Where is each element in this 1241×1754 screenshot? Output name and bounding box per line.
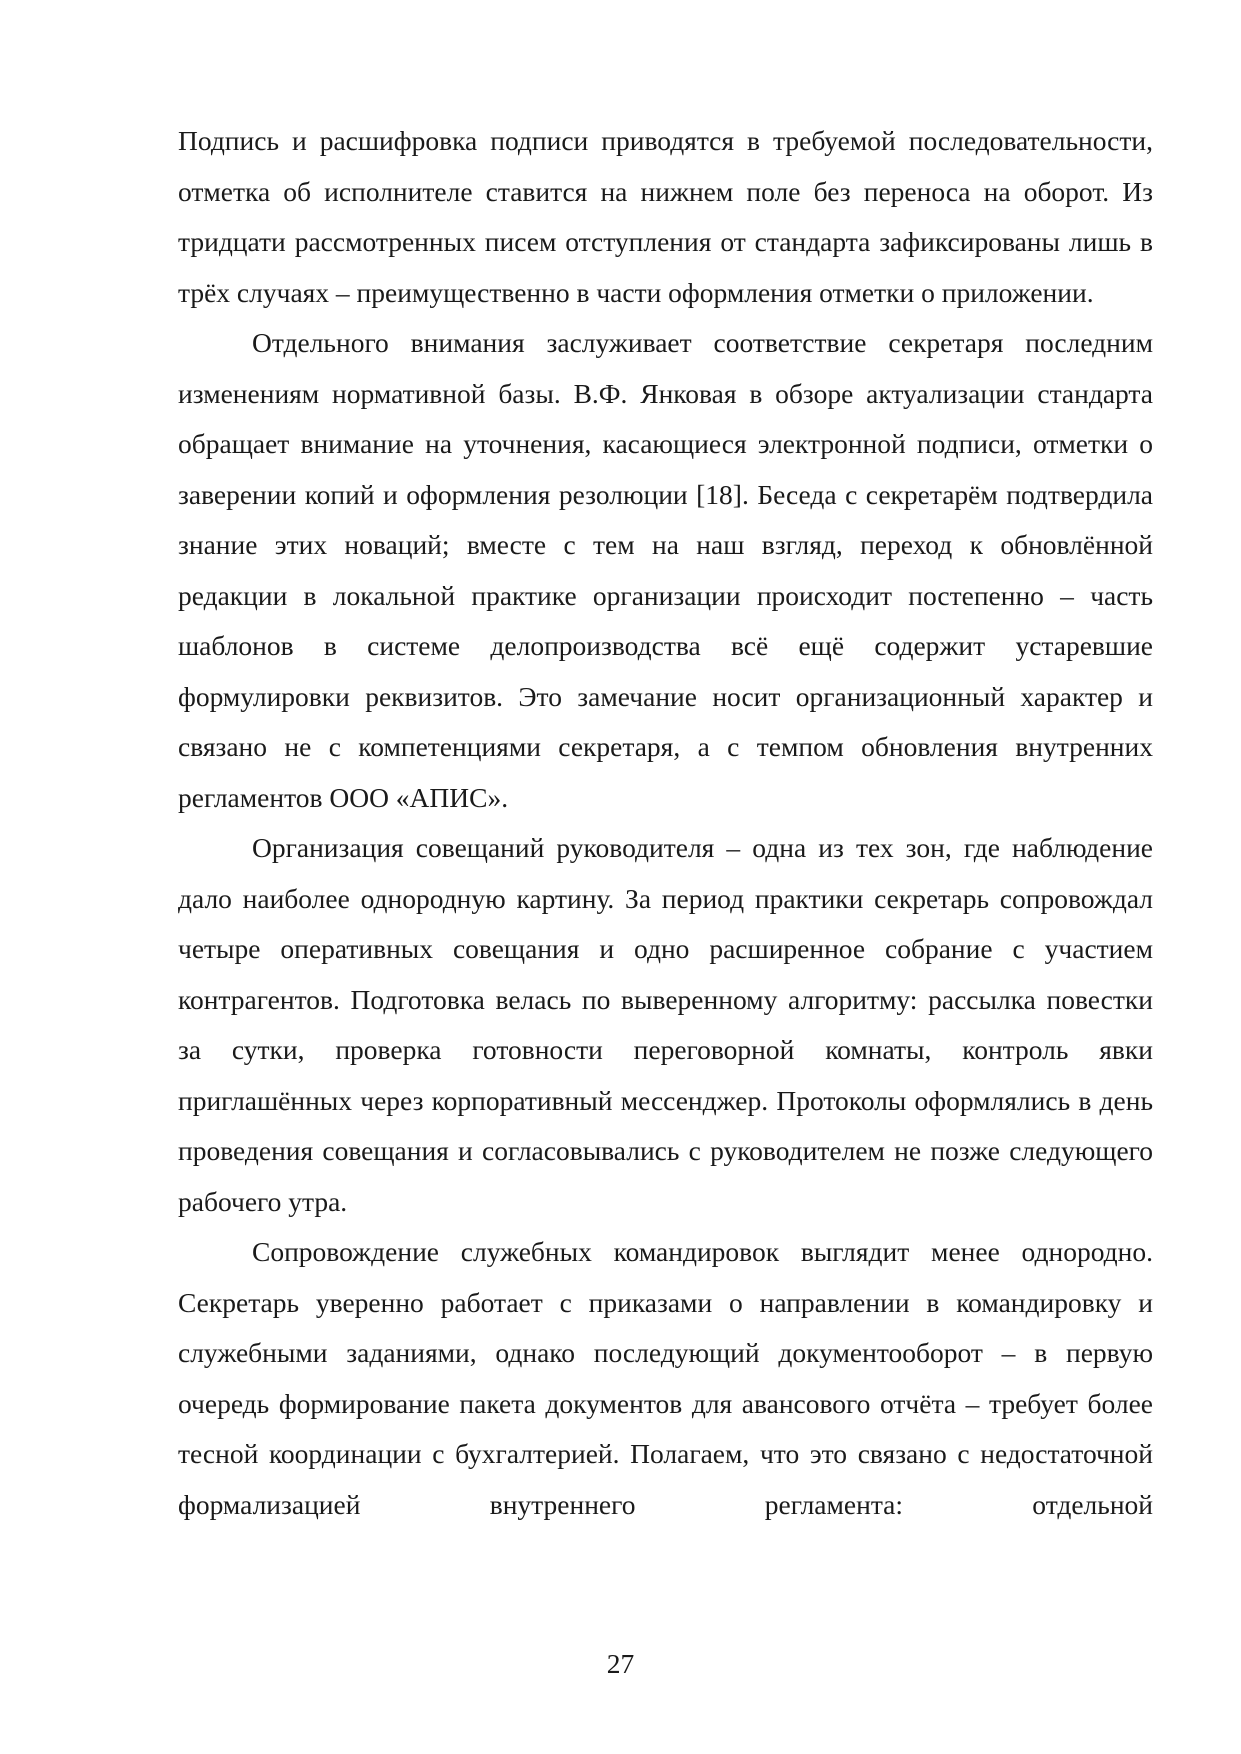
body-text (178, 116, 1153, 1530)
paragraph-continuation: Подпись и расшифровка подписи приводятся в требуемой последовательности, отметка об исполнителе ставится на нижнем поле без переноса на оборот. Из тридцати рассмотренных писем отступления от стандарта зафиксированы лишь в трёх случаях – преимущественно в части оформления отметки о приложении. (178, 125, 1153, 308)
paragraph-normative-changes: Отдельного внимания заслуживает соответствие секретаря последним изменениям нормативной базы. В.Ф. Янковая в обзоре актуализации стандарта обращает внимание на уточнения, касающиеся электронной подписи, отметки о заверении копий и оформления резолюции [18]. Беседа с секретарём подтвердила знание этих новаций; вместе с тем на наш взгляд, переход к обновлённой редакции в локальной практике организации происходит постепенно – часть шаблонов в системе делопроизводства всё ещё содержит устаревшие формулировки реквизитов. Это замечание носит организационный характер и связано не с компетенциями секретаря, а с темпом обновления внутренних регламентов ООО «АПИС». (178, 327, 1153, 813)
page-number: 27 (606, 1648, 635, 1679)
paragraph-meetings: Организация совещаний руководителя – одна из тех зон, где наблюдение дало наиболее однородную картину. За период практики секретарь сопровождал четыре оперативных совещания и одно расширенное собрание с участием контрагентов. Подготовка велась по выверенному алгоритму: рассылка повестки за сутки, проверка готовности переговорной комнаты, контроль явки приглашённых через корпоративный мессенджер. Протоколы оформлялись в день проведения совещания и согласовывались с руководителем не позже следующего рабочего утра. (178, 832, 1153, 1217)
paragraph-business-trips: Сопровождение служебных командировок выглядит менее однородно. Секретарь уверенно работает с приказами о направлении в командировку и служебными заданиями, однако последующий документооборот – в первую очередь формирование пакета документов для авансового отчёта – требует более тесной координации с бухгалтерией. Полагаем, что это связано с недостаточной формализацией внутреннего регламента: отдельной (178, 1236, 1153, 1520)
